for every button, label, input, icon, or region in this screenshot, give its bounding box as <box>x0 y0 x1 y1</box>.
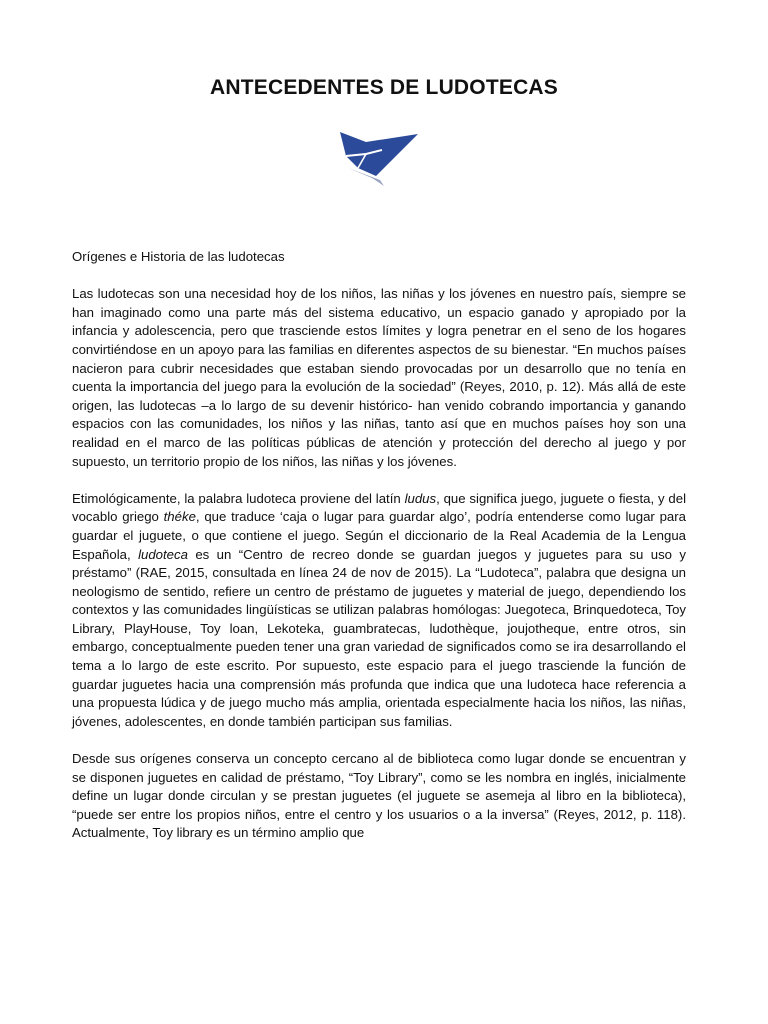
paragraph-text: Desde sus orígenes conserva un concepto cercano al de biblioteca como lugar donde se encuentran y se disponen juguetes en calidad de préstamo, “Toy Library”, como se les nombra en inglés, inicialmente define un lugar donde circulan y se prestan juguetes (el juguete se asemeja al libro en la biblioteca), “puede ser entre los propios niños, entre el centro y los usuarios o a la inversa” (Reyes, 2012, p. 118). Actualmente, Toy library es un término amplio que <box>72 751 686 841</box>
section-heading: Orígenes e Historia de las ludotecas <box>72 249 285 264</box>
document-body <box>72 248 686 862</box>
italic-term: ludoteca <box>138 546 188 562</box>
body-paragraph <box>72 285 686 471</box>
paragraph-text: Las ludotecas son una necesidad hoy de los niños, las niñas y los jóvenes en nuestro país, siempre se han imaginado como una parte más del sistema educativo, un espacio ganado y apropiado por la infancia y adolescencia, pero que trasciende estos límites y logra penetrar en el seno de los hogares convirtiéndose en un apoyo para las familias en diferentes aspectos de su bienestar. “En muchos países nacieron para cubrir necesidades que estaban siendo provocadas por un desarrollo que no tenía en cuenta la importancia del juego para la evolución de la sociedad” (Reyes, 2010, p. 12). Más allá de este origen, las ludotecas –a lo largo de su devenir histórico- han venido cobrando importancia y ganando espacios con las comunidades, los niños y las niñas, tanto así que en muchos países hoy son una realidad en el marco de las políticas públicas de atención y protección del derecho al juego y por supuesto, un territorio propio de los niños, las niñas y los jóvenes. <box>72 286 686 469</box>
body-paragraph <box>72 490 686 732</box>
document-title: ANTECEDENTES DE LUDOTECAS <box>209 76 559 99</box>
italic-term: ludus <box>404 490 437 506</box>
paragraph-list <box>72 285 686 843</box>
paper-plane-logo-svg <box>336 128 420 188</box>
body-paragraph <box>72 750 686 843</box>
paragraph-text: , que traduce ‘caja o lugar para guardar algo’, podría entenderse como lugar para guardar el juguete, o que contiene el juego. Según el diccionario de la Real Academia de la Lengua Española, <box>72 509 686 562</box>
paragraph-text: es un “Centro de recreo donde se guardan juegos y juguetes para su uso y préstamo” (RAE, 2015, consultada en línea 24 de nov de 2015). La “Ludoteca”, palabra que designa un neologismo de sentido, refiere un centro de préstamo de juguetes y material de juego, dependiendo los contextos y las comunidades lingüísticas se utilizan palabras homólogas: Juegoteca, Brinquedoteca, Toy Library, PlayHouse, Toy loan, Lekoteka, guambratecas, ludothèque, joujotheque, entre otros, sin embargo, conceptualmente pueden tener una gran variedad de significados como se ira desarrollando el tema a lo largo de este escrito. Por supuesto, este espacio para el juego trasciende la función de guardar juguetes hacia una comprensión más profunda que indica que una ludoteca hace referencia a una propuesta lúdica y de juego mucho más amplia, orientada especialmente hacia los niños, las niñas, jóvenes, adolescentes, en donde también participan sus familias. <box>72 546 686 729</box>
paragraph-text: , que significa juego, juguete o fiesta, y del vocablo griego <box>72 490 686 525</box>
paragraph-text: Etimológicamente, la palabra ludoteca proviene del latín <box>72 490 405 506</box>
paper-plane-logo-icon <box>336 128 420 188</box>
italic-term: théke <box>163 509 196 525</box>
